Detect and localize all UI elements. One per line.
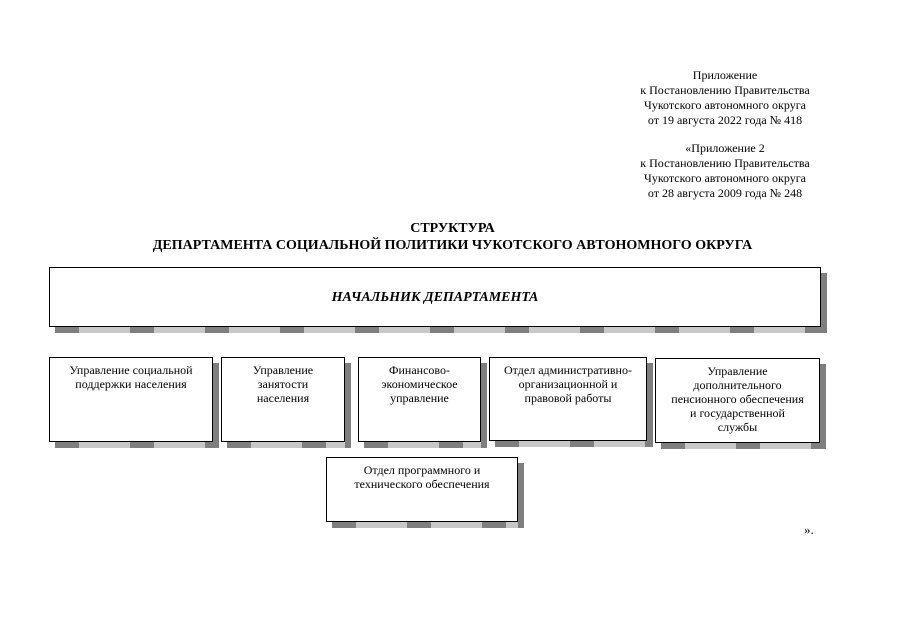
unit-shadow xyxy=(495,441,653,447)
unit-shadow-side xyxy=(481,363,487,448)
document-title: СТРУКТУРА xyxy=(410,221,495,236)
unit-label xyxy=(222,358,344,405)
annex-header-original xyxy=(620,141,830,201)
annex-line: «Приложение 2 xyxy=(685,141,765,155)
unit-shadow-side xyxy=(345,363,351,448)
unit-label-line: правовой работы xyxy=(524,391,612,405)
unit-label-line: занятости xyxy=(257,377,309,391)
unit-shadow xyxy=(332,522,524,528)
head-box-shadow xyxy=(55,327,827,333)
unit-label-line: Управление социальной xyxy=(69,363,193,377)
unit-label-line: Финансово- xyxy=(389,363,450,377)
unit-label-line: Управление xyxy=(252,363,314,377)
unit-box-software-tech xyxy=(326,457,518,522)
annex-line: от 28 августа 2009 года № 248 xyxy=(647,186,803,200)
unit-shadow-side xyxy=(820,364,826,449)
unit-box-finance xyxy=(358,357,481,442)
unit-label-line: населения xyxy=(256,391,310,405)
unit-shadow-side xyxy=(647,363,653,447)
unit-label-line: Отдел программного и xyxy=(363,463,481,477)
unit-label-line: дополнительного xyxy=(693,378,782,392)
unit-box-pension-civil-service xyxy=(655,358,820,443)
closing-quote: ». xyxy=(804,522,814,537)
unit-label-line: и государственной xyxy=(690,406,785,420)
document-subtitle: ДЕПАРТАМЕНТА СОЦИАЛЬНОЙ ПОЛИТИКИ ЧУКОТСКОГО АВТОНОМНОГО ОКРУГА xyxy=(152,238,753,253)
unit-box-admin-legal xyxy=(489,357,647,441)
unit-label xyxy=(50,358,212,391)
unit-label-line: Отдел административно- xyxy=(504,363,632,377)
unit-label xyxy=(359,358,480,405)
annex-line: Чукотского автономного округа xyxy=(644,171,806,185)
department-head-box xyxy=(49,267,821,327)
unit-shadow xyxy=(661,443,826,449)
unit-label-line: пенсионного обеспечения xyxy=(671,392,804,406)
unit-label xyxy=(656,359,819,434)
head-box-shadow-side xyxy=(821,273,827,333)
unit-label-line: поддержки населения xyxy=(75,377,187,391)
unit-label-line: организационной и xyxy=(518,377,618,391)
unit-label xyxy=(490,358,646,405)
annex-line: Чукотского автономного округа xyxy=(644,98,806,112)
unit-label-line: технического обеспечения xyxy=(354,477,490,491)
unit-label-line: управление xyxy=(390,391,449,405)
unit-label-line: экономическое xyxy=(381,377,458,391)
annex-line: к Постановлению Правительства xyxy=(640,156,810,170)
annex-header-current xyxy=(620,68,830,128)
unit-label-line: службы xyxy=(717,420,758,434)
unit-label-line: Управление xyxy=(707,364,768,378)
unit-shadow-side xyxy=(213,363,219,448)
unit-label xyxy=(327,458,517,491)
department-head-label: НАЧАЛЬНИК ДЕПАРТАМЕНТА xyxy=(331,290,539,305)
annex-line: к Постановлению Правительства xyxy=(640,83,810,97)
annex-line: Приложение xyxy=(692,68,758,82)
unit-shadow xyxy=(55,442,219,448)
unit-box-social-support xyxy=(49,357,213,442)
unit-box-employment xyxy=(221,357,345,442)
annex-line: от 19 августа 2022 года № 418 xyxy=(647,113,803,127)
unit-shadow-side xyxy=(518,463,524,528)
unit-shadow xyxy=(364,442,487,448)
unit-shadow xyxy=(227,442,351,448)
